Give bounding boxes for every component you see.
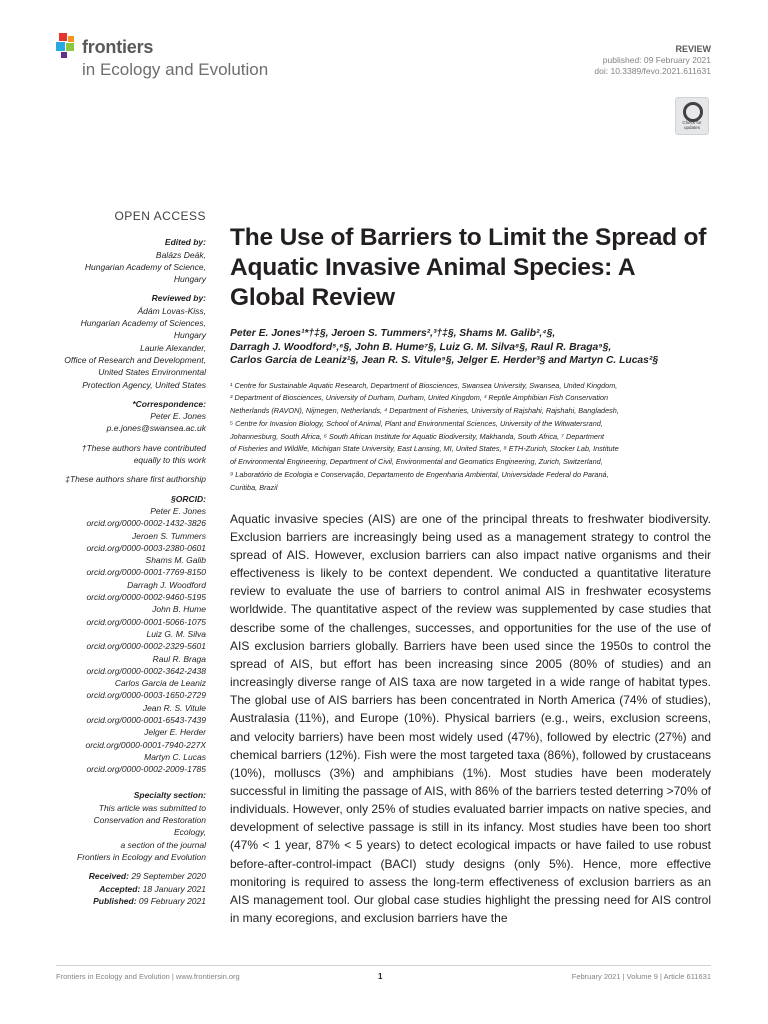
article-sidebar xyxy=(56,210,206,907)
reviewer-line: Laurie Alexander, xyxy=(140,342,206,353)
accepted-value: 18 January 2021 xyxy=(140,883,206,894)
article-main xyxy=(230,223,711,939)
frontiers-logo-icon xyxy=(56,33,80,59)
editor-line: Balázs Deák, xyxy=(155,249,206,260)
orcid-author: Martyn C. Lucas xyxy=(144,751,206,762)
affiliation-line: of Environmental Engineering, Department of Civil, Environmental and Geomatics Engineering, Zurich, Switzerland, xyxy=(230,457,603,467)
affiliation-line: ² Department of Biosciences, University of Durham, Durham, United Kingdom, ³ Reptile Amphibian Fish Conservation xyxy=(230,393,609,403)
accepted-label: Accepted: xyxy=(99,883,141,894)
affiliation-line: Johannesburg, South Africa, ⁶ South African Institute for Aquatic Biodiversity, Makhanda, South Africa, ⁷ Department xyxy=(230,431,605,441)
correspondence-email-link[interactable]: p.e.jones@swansea.ac.uk xyxy=(106,423,206,434)
orcid-author: Carlos Garcia de Leaniz xyxy=(114,678,206,689)
affiliation-line: of Fisheries and Wildlife, Michigan State University, East Lansing, MI, United States, ⁸ ETH-Zurich, Stocker Lab, Institute xyxy=(230,444,619,454)
reviewer-line: Hungarian Academy of Sciences, xyxy=(80,318,206,329)
orcid-link[interactable]: orcid.org/0000-0002-3642-2438 xyxy=(86,665,206,676)
check-updates-label-2: updates xyxy=(683,125,700,130)
author-line[interactable]: Darragh J. Woodford⁵,⁶§, John B. Hume⁷§, Luiz G. M. Silva⁸§, Raul R. Braga⁹§, xyxy=(230,341,612,353)
editor-line: Hungary xyxy=(173,274,206,285)
orcid-link[interactable]: orcid.org/0000-0002-2009-1785 xyxy=(86,764,206,775)
received-label: Received: xyxy=(88,871,129,882)
open-access-label: OPEN ACCESS xyxy=(114,209,206,223)
affiliation-line: ¹ Centre for Sustainable Aquatic Research, Department of Biosciences, Swansea University, Swansea, United Kingdom, xyxy=(230,380,618,390)
reviewer-line: Protection Agency, United States xyxy=(82,379,206,390)
orcid-author: Luiz G. M. Silva xyxy=(146,628,206,639)
journal-logo[interactable] xyxy=(56,33,346,83)
page-footer xyxy=(56,972,711,986)
orcid-link[interactable]: orcid.org/0000-0001-7769-8150 xyxy=(86,567,206,578)
footer-divider xyxy=(56,965,711,966)
affiliation-line: ⁹ Laboratório de Ecologia e Conservação, Departamento de Engenharia Ambiental, Universidade Federal do Paraná, xyxy=(230,470,609,480)
article-type: REVIEW xyxy=(675,44,711,54)
footer-journal-link[interactable]: Frontiers in Ecology and Evolution | www.frontiersin.org xyxy=(56,972,240,981)
orcid-author: Raul R. Braga xyxy=(152,653,206,664)
orcid-author: Jeroen S. Tummers xyxy=(131,530,206,541)
published-date-sidebar xyxy=(56,895,206,907)
orcid-link[interactable]: orcid.org/0000-0002-9460-5195 xyxy=(86,592,206,603)
article-meta xyxy=(594,44,711,77)
published-date: published: 09 February 2021 xyxy=(602,55,711,65)
specialty-line: Ecology, xyxy=(174,827,206,838)
specialty-label: Specialty section: xyxy=(133,790,206,801)
specialty-line: Conservation and Restoration xyxy=(93,815,206,826)
reviewer-line: Office of Research and Development, xyxy=(64,354,206,365)
article-title: The Use of Barriers to Limit the Spread of Aquatic Invasive Animal Species: A Global Review xyxy=(230,224,707,311)
dagger-note: †These authors have contributed xyxy=(81,442,206,453)
correspondence-name: Peter E. Jones xyxy=(150,411,206,422)
edited-by-label: Edited by: xyxy=(164,237,206,248)
orcid-link[interactable]: orcid.org/0000-0002-1432-3826 xyxy=(86,518,206,529)
orcid-author: Darragh J. Woodford xyxy=(127,579,206,590)
correspondence-label: *Correspondence: xyxy=(132,398,206,409)
check-updates-icon xyxy=(683,102,703,122)
double-dagger-note: ‡These authors share first authorship xyxy=(65,474,206,485)
specialty-line: Frontiers in Ecology and Evolution xyxy=(77,851,206,862)
specialty-line: This article was submitted to xyxy=(98,802,206,813)
doi-link[interactable]: doi: 10.3389/fevo.2021.611631 xyxy=(594,66,711,76)
received-value: 29 September 2020 xyxy=(128,871,206,882)
orcid-label: §ORCID: xyxy=(171,493,206,504)
dagger-note: equally to this work xyxy=(133,455,206,466)
reviewer-line: Ádám Lovas-Kiss, xyxy=(137,305,206,316)
author-list xyxy=(230,327,711,368)
specialty-line: a section of the journal xyxy=(120,839,206,850)
author-line[interactable]: Peter E. Jones¹*†‡§, Jeroen S. Tummers²,³†‡§, Shams M. Galib²,⁴§, xyxy=(230,328,556,339)
affiliations xyxy=(230,380,711,495)
published-label: Published: xyxy=(93,895,137,906)
reviewer-line: United States Environmental xyxy=(98,367,206,378)
orcid-link[interactable]: orcid.org/0000-0001-6543-7439 xyxy=(86,714,206,725)
orcid-author: John B. Hume xyxy=(152,604,206,615)
published-value: 09 February 2021 xyxy=(136,895,206,906)
orcid-link[interactable]: orcid.org/0000-0003-1650-2729 xyxy=(86,690,206,701)
orcid-link[interactable]: orcid.org/0000-0001-5066-1075 xyxy=(86,616,206,627)
check-updates-label: Check for xyxy=(682,120,702,125)
abstract-text: Aquatic invasive species (AIS) are one of the principal threats to freshwater biodiversity. Exclusion barriers are increasingly being used as a management strategy to control the spread of AIS. However, exclusion barriers can also impact native organisms and their effectiveness is likely to be context dependent. We conducted a quantitative literature review to evaluate the use of barriers to control animal AIS in freshwater ecosystems worldwide. The quantitative aspect of the review was supplemented by case studies that describe some of the challenges, successes, and opportunities for the use of the use of AIS exclusion barriers globally. Barriers have been used since the 1950s to control the spread of AIS, but effort has been increasing since 2005 (80% of studies) and an increasingly diverse range of AIS taxa are now targeted in a wide range of habitat types. The global use of AIS barriers has been concentrated in North America (74% of studies), Australasia (11%), and Europe (10%). Physical barriers (e.g., weirs, exclusion screens, and velocity barriers) have been most widely used (47%), followed by electric (27%) and chemical barriers (12%). Fish were the most targeted taxa (86%), followed by crustaceans (10%), molluscs (3%) and amphibians (1%). Most studies have been moderately successful in limiting the passage of AIS, with 86% of the barriers tested deterring >70% of individuals. However, only 25% of studies evaluated barrier impacts on native species, and development of selective passage is still in its infancy. Most studies have been too short (47% < 1 year, 87% < 5 years) to detect ecological impacts or have failed to use robust before-after-control-impact (BACI) study designs (only 5%). Hence, more effective monitoring is required to assess the long-term effectiveness of exclusion barriers as an AIS management tool. Our global case studies highlight the pressing need for AIS control in many ecoregions, and exclusion barriers have the xyxy=(230,511,711,926)
orcid-link[interactable]: orcid.org/0000-0001-7940-227X xyxy=(85,739,206,750)
reviewer-line: Hungary xyxy=(173,330,206,341)
affiliation-line: Netherlands (RAVON), Nijmegen, Netherlands, ⁴ Department of Fisheries, University of Rajshahi, Rajshahi, Bangladesh, xyxy=(230,406,619,416)
orcid-author: Peter E. Jones xyxy=(150,505,206,516)
editor-line: Hungarian Academy of Science, xyxy=(84,261,206,272)
orcid-author: Jean R. S. Vitule xyxy=(142,702,206,713)
reviewed-by-label: Reviewed by: xyxy=(151,293,206,304)
accepted-date xyxy=(56,883,206,895)
affiliation-line: Curitiba, Brazil xyxy=(230,482,278,492)
journal-name: in Ecology and Evolution xyxy=(82,60,269,79)
orcid-link[interactable]: orcid.org/0000-0002-2329-5601 xyxy=(86,641,206,652)
orcid-author: Shams M. Galib xyxy=(145,555,206,566)
author-line[interactable]: Carlos Garcia de Leaniz¹§, Jean R. S. Vitule⁹§, Jelger E. Herder³§ and Martyn C. Lucas²§ xyxy=(230,355,659,366)
orcid-link[interactable]: orcid.org/0000-0003-2380-0601 xyxy=(86,542,206,553)
orcid-author: Jelger E. Herder xyxy=(144,727,206,738)
logo-name: frontiers xyxy=(82,37,154,57)
footer-volume-info: February 2021 | Volume 9 | Article 611631 xyxy=(571,972,711,981)
page-number: 1 xyxy=(378,972,383,981)
received-date xyxy=(56,870,206,882)
affiliation-line: ⁵ Centre for Invasion Biology, School of Animal, Plant and Environmental Sciences, University of the Witwatersrand, xyxy=(230,418,603,428)
check-for-updates-button[interactable] xyxy=(675,97,709,135)
